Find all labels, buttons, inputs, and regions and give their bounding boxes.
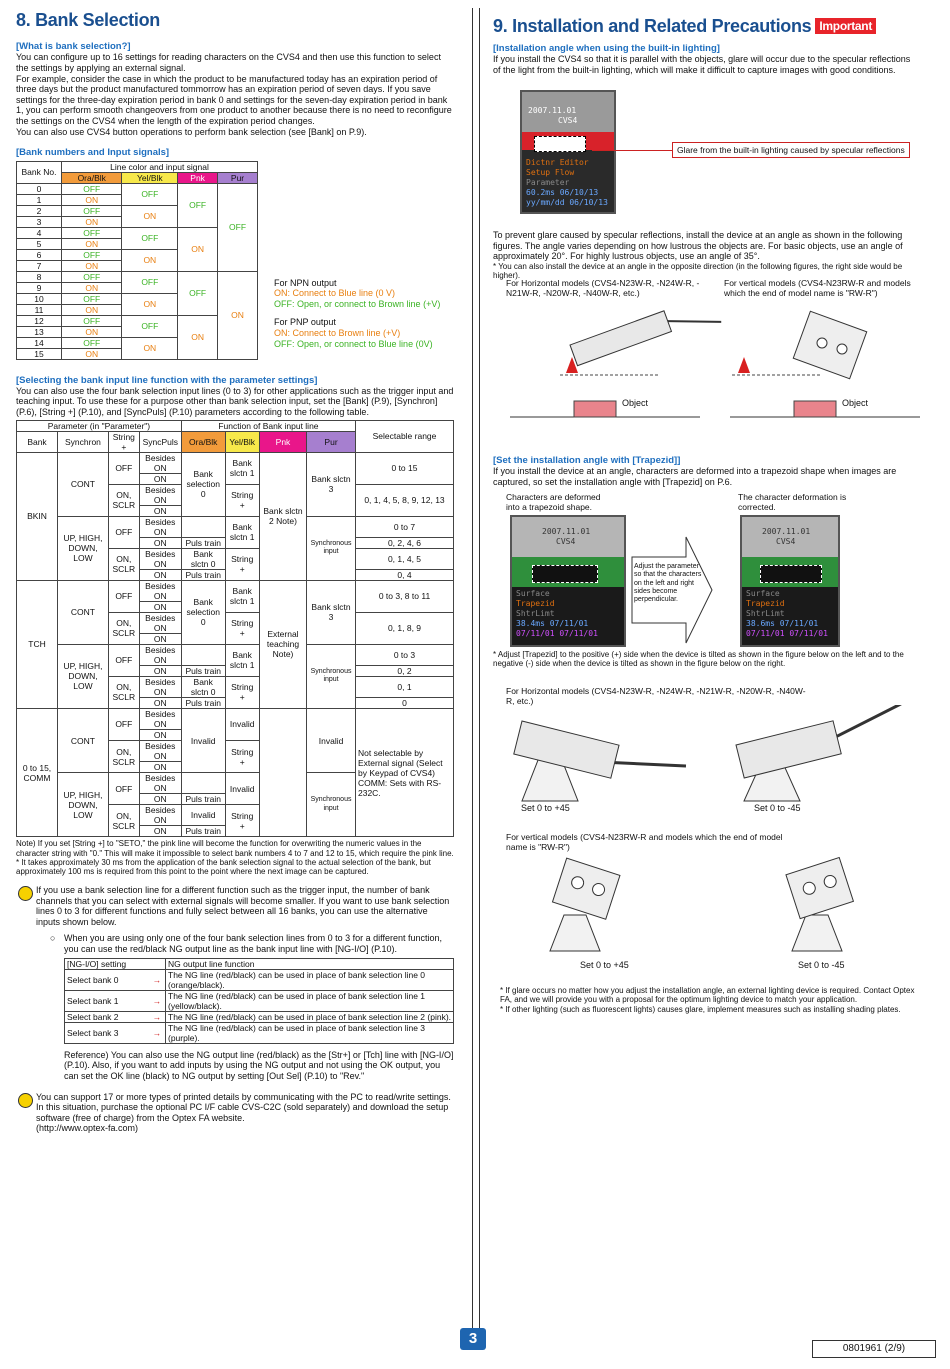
lcd1-menu-1: Dictnr Editor	[526, 158, 589, 167]
ng-function-0: The NG line (red/black) can be used in place of bank selection line 0 (orange/black).	[166, 969, 454, 990]
lcd2-dates: 07/11/01 07/11/01	[516, 629, 598, 638]
adjust-text: Adjust the parameter so that the characters on the left and right sides become perpendicular.	[634, 563, 702, 603]
circle-bullet-icon: ○	[50, 933, 56, 944]
reference-text: Reference) You can also use the NG output line (red/black) as the [Str+] or [Tch] line with [NG-I/O] (P.10). Also, if you want to add inputs by using the NG output and not using the OK output, you can set the OK line (black) to NG output by setting [Out Sel] (P.10) to "Rev."	[64, 1049, 454, 1081]
bank-number: 0	[17, 183, 62, 194]
line-state: OFF	[122, 315, 178, 337]
ora-state: OFF	[62, 293, 122, 304]
bank-no-header: Bank No.	[17, 161, 62, 183]
ng-h1: [NG-I/O] setting	[65, 958, 166, 969]
lcd3-shtrlimt: ShtrLimt	[746, 609, 785, 618]
ora-state: OFF	[62, 249, 122, 260]
param-header: Parameter (in "Parameter")	[17, 420, 182, 431]
object-box	[794, 401, 836, 417]
document-number: 0801961 (2/9)	[812, 1340, 936, 1358]
lcd1-date-fmt: yy/mm/dd 06/10/13	[526, 198, 608, 207]
line-color-header: Line color and input signal	[62, 161, 258, 172]
bank-row	[17, 183, 258, 194]
col-pur: Pur	[307, 431, 356, 452]
prevent-block	[493, 230, 913, 281]
set-negative-1: Set 0 to -45	[754, 803, 801, 813]
set-positive-1: Set 0 to +45	[521, 803, 570, 813]
vertical-device	[793, 311, 866, 379]
line-state: ON	[178, 315, 218, 359]
foot-notes	[500, 986, 920, 1014]
col-ora: Ora/Blk	[181, 431, 225, 452]
page-number: 3	[460, 1328, 486, 1350]
bank-number: 9	[17, 282, 62, 293]
pnp-heading: For PNP output	[274, 317, 336, 328]
line-state: OFF	[218, 183, 258, 271]
note-2: * It takes approximately 30 ms from the application of the bank selection signal to the actual selection of the bank, but approximately 100 ms is required from this point to the point where the next image can be captured.	[16, 858, 431, 877]
lcd-screen-glare	[520, 90, 616, 214]
what-text: You can configure up to 16 settings for reading characters on the CVS4 and then use this function to select the settings by applying an external signal.	[16, 52, 441, 74]
lcd2-shtrlimt: ShtrLimt	[516, 609, 555, 618]
glare-spot	[534, 136, 586, 152]
set-negative-2: Set 0 to -45	[798, 960, 845, 970]
line-state: OFF	[122, 271, 178, 293]
tip-1b-text: When you are using only one of the four bank selection lines from 0 to 3 for a different function, you can use the red/black NG output line as the bank input line with [NG-I/O] (P.10).	[64, 933, 443, 954]
bank-number: 4	[17, 227, 62, 238]
npn-heading: For NPN output	[274, 277, 337, 288]
what-heading: [What is bank selection?]	[16, 41, 131, 53]
object-box	[574, 401, 616, 417]
corrected-label: The character deformation is corrected.	[738, 492, 847, 513]
pnp-off: OFF: Open, or connect to Blue line (0V)	[274, 338, 433, 349]
line-state: ON	[122, 293, 178, 315]
object-label-1: Object	[622, 398, 649, 408]
horizontal-device	[570, 311, 671, 366]
lcd1-time: 60.2ms 06/10/13	[526, 188, 599, 197]
bank-number-table	[16, 161, 258, 360]
trapezid-block	[493, 455, 913, 487]
lcd3-trapezid: Trapezid	[746, 599, 785, 608]
ora-state: OFF	[62, 271, 122, 282]
vertical-device	[552, 858, 619, 919]
npn-pnp-legend	[274, 278, 454, 350]
horiz-heading: For Horizontal models (CVS4-N23W-R, -N24W-R, -N21W-R, -N20W-R, -N40W-R, etc.)	[506, 278, 700, 299]
line-state: ON	[178, 227, 218, 271]
arrow-right-icon: →	[149, 990, 166, 1011]
col-synchron: Synchron	[58, 431, 109, 452]
tip-1b	[16, 933, 454, 954]
bank-number: 6	[17, 249, 62, 260]
ng-setting-0: Select bank 0	[65, 969, 150, 990]
color-pnk: Pnk	[178, 172, 218, 183]
angle-heading: [Installation angle when using the built-in lighting]	[493, 43, 720, 55]
line-state: ON	[122, 205, 178, 227]
bank-number: 3	[17, 216, 62, 227]
vert-heading-2: For vertical models (CVS4-N23RW-R and models which the end of model name is "RW-R")	[506, 832, 783, 853]
ora-state: OFF	[62, 337, 122, 348]
bank-number: 13	[17, 326, 62, 337]
vert-heading: For vertical models (CVS4-N23RW-R and models which the end of model name is "RW-R")	[724, 278, 911, 299]
ora-state: OFF	[62, 227, 122, 238]
param-heading: [Selecting the bank input line function with the parameter settings]	[16, 374, 318, 386]
website-url: (http://www.optex-fa.com)	[36, 1123, 139, 1134]
angle-text: If you install the CVS4 so that it is parallel with the objects, glare will occur due to the specular reflections of the light from the built-in lighting, which will make it difficult to capture images with good conditions.	[493, 54, 911, 76]
arrow-right-icon: →	[149, 1022, 166, 1043]
vertical-device	[786, 858, 853, 919]
object-label-2: Object	[842, 398, 869, 408]
corrected-frame	[760, 565, 822, 583]
pnp-on: ON: Connect to Brown line (+V)	[274, 327, 401, 338]
col-string: String +	[108, 431, 139, 452]
color-ora: Ora/Blk	[62, 172, 122, 183]
line-state: OFF	[122, 227, 178, 249]
section-bank-selection	[16, 10, 454, 1134]
line-state: OFF	[122, 183, 178, 205]
ng-h2: NG output line function	[166, 958, 454, 969]
prevent-text: To prevent glare caused by specular reflections, install the device at an angle as shown in the following figures. The angle varies depending on how lustrous the objects are. For basic objects, use an angle of approximately 20°. For highly lustrous objects, use an angle of 35°.	[493, 230, 903, 262]
lcd1-menu-3: Parameter	[526, 178, 570, 187]
bank-row	[17, 271, 258, 282]
ora-state: OFF	[62, 183, 122, 194]
bank-number: 12	[17, 315, 62, 326]
ng-io-table	[64, 958, 454, 1044]
bank-number: 11	[17, 304, 62, 315]
deformed-label: Characters are deformed into a trapezoid shape.	[506, 492, 601, 513]
section-9-title: 9. Installation and Related Precautions	[493, 16, 812, 36]
important-badge: Important	[815, 18, 876, 34]
foot-note-2: * If other lighting (such as fluorescent lights) causes glare, implement measures such as installing shading plates.	[500, 1004, 901, 1014]
arrow-right-icon: →	[149, 969, 166, 990]
ng-setting-3: Select bank 3	[65, 1022, 150, 1043]
lcd3-dates: 07/11/01 07/11/01	[746, 629, 828, 638]
vertical-tilt-diagram	[500, 855, 920, 955]
line-state: ON	[122, 249, 178, 271]
horizontal-device	[736, 721, 841, 778]
section-8-title: 8. Bank Selection	[16, 10, 160, 30]
lcd2-date: 2007.11.01	[542, 527, 591, 536]
note-1: Note) If you set [String +] to "SETO," the pink line will become the function for overwriting the numeric values in the character string with "0." This will make it impossible to select bank numbers 4 to 7 and 12 to 15, which require the pink line.	[16, 839, 454, 858]
arrow-right-icon: →	[149, 1011, 166, 1022]
col-pnk: Pnk	[259, 431, 306, 452]
lcd2-trapezid: Trapezid	[516, 599, 555, 608]
lcd-screen-deformed	[510, 515, 626, 647]
lcd-screen-corrected	[740, 515, 840, 647]
line-state: OFF	[178, 271, 218, 315]
foot-note-1: * If glare occurs no matter how you adjust the installation angle, an external lighting device is required. Contact Optex FA, and we will provide you with a proposal for the optimum lighting device to match your application.	[500, 986, 915, 1005]
column-divider	[472, 8, 480, 1328]
ng-function-3: The NG line (red/black) can be used in place of bank selection line 3 (purple).	[166, 1022, 454, 1043]
ora-state: ON	[62, 348, 122, 359]
bank-number: 5	[17, 238, 62, 249]
tip-1	[16, 885, 454, 927]
col-bank: Bank	[17, 431, 58, 452]
horiz-heading-2: For Horizontal models (CVS4-N23W-R, -N24W-R, -N21W-R, -N20W-R, -N40W-R, etc.)	[506, 686, 806, 707]
lcd1-date: 2007.11.01	[528, 106, 577, 115]
trapezid-text: If you install the device at an angle, characters are deformed into a trapezoid shape when images are captured, so set the installation angle with [Trapezid] on P.6.	[493, 466, 897, 487]
color-pur: Pur	[218, 172, 258, 183]
tip-2-text: You can support 17 or more types of printed details by communicating with the PC to read/write settings. In this situation, purchase the optional PC I/F cable CVS-C2C (sold separately) and download the setup software (free of charge) from the Optex FA website.	[36, 1091, 451, 1123]
what-text-3: You can also use CVS4 button operations to perform bank selection (see [Bank] on P.9).	[16, 126, 367, 137]
lcd3-date: 2007.11.01	[762, 527, 811, 536]
ora-state: ON	[62, 238, 122, 249]
tip-2	[16, 1092, 454, 1134]
lightbulb-icon	[18, 1093, 33, 1108]
adjust-note: * Adjust [Trapezid] to the positive (+) side when the device is tilted as shown in the figure below on the left and to the negative (-) side when the device is tilted as shown in the figure below on the right.	[493, 650, 904, 669]
line-state: ON	[122, 337, 178, 359]
bank-numbers-heading: [Bank numbers and Input signals]	[16, 147, 170, 159]
horizontal-tilt-diagram	[500, 705, 920, 805]
bank-number: 1	[17, 194, 62, 205]
bank-number: 7	[17, 260, 62, 271]
tip-1-text: If you use a bank selection line for a different function such as the trigger input, the number of bank channels that you can select with external signals will become smaller. If you want to use bank selection lines 0 to 3 for different functions and fully select between all 16 banks, you can use the alternative inputs shown below.	[36, 884, 450, 927]
ora-state: OFF	[62, 315, 122, 326]
angle-arrow-icon	[738, 357, 750, 373]
set-positive-2: Set 0 to +45	[580, 960, 629, 970]
ora-state: ON	[62, 260, 122, 271]
trapezid-heading: [Set the installation angle with [Trapezid]]	[493, 455, 681, 466]
ora-state: ON	[62, 282, 122, 293]
color-yel: Yel/Blk	[122, 172, 178, 183]
col-syncpuls: SyncPuls	[139, 431, 181, 452]
glare-callout: Glare from the built-in lighting caused by specular reflections	[672, 142, 910, 158]
what-text-2: For example, consider the case in which the product to be manufactured today has an expiration period of three days but the product manufactured tommorrow has an expiration period of seven days. If you save settings for the three-day expiration period in bank 0 and settings for the seven-day expiration period in bank 1, you can perform smooth changeovers from one product to another because there is no need to reconfigure the settings on the CVS4 when the length of the expiration period changes.	[16, 73, 452, 127]
ora-state: ON	[62, 194, 122, 205]
lcd2-surface: Surface	[516, 589, 550, 598]
bank-number: 15	[17, 348, 62, 359]
ng-function-1: The NG line (red/black) can be used in place of bank selection line 1 (yellow/black).	[166, 990, 454, 1011]
lcd3-cvs: CVS4	[776, 537, 796, 546]
ora-state: ON	[62, 304, 122, 315]
lcd3-time: 38.6ms 07/11/01	[746, 619, 819, 628]
lcd1-menu-2: Setup Flow	[526, 168, 575, 177]
npn-off: OFF: Open, or connect to Brown line (+V)	[274, 298, 441, 309]
ng-setting-1: Select bank 1	[65, 990, 150, 1011]
trapezoid-frame	[532, 565, 598, 583]
bank-number: 14	[17, 337, 62, 348]
ng-setting-2: Select bank 2	[65, 1011, 150, 1022]
npn-on: ON: Connect to Blue line (0 V)	[274, 288, 396, 299]
param-text: You can also use the four bank selection input lines (0 to 3) for other applications such as the trigger input and teaching input. To use these for a purpose other than bank selection input, set the [Bank] (P.9), [Synchron] (P.6), [String +] (P.10), and [SyncPuls] (P.10) parameters according to the following table.	[16, 385, 454, 417]
ora-state: ON	[62, 326, 122, 337]
col-yel: Yel/Blk	[225, 431, 259, 452]
bank-number: 10	[17, 293, 62, 304]
horizontal-device	[514, 721, 619, 778]
lcd1-cvs: CVS4	[558, 116, 578, 125]
prevent-note: * You can also install the device at an angle in the opposite direction (in the following figures, the right side would be higher).	[493, 261, 903, 281]
parameter-table: Parameter (in "Parameter") Function of Bank input line Selectable range Bank Synchron String + SyncPuls Ora/Blk Yel/Blk Pnk Pur BKIN CONT OFF Besides ON Bank selection 0 Bank slctn 1 Bank slctn 2 Note) Bank slctn 3 0 to 15 ON ON, SCLR Besides ON String + 0, 1, 4, 5, 8, 9, 12, 13 ON UP, HIGH, DOWN, LOW OFF Besides ON Bank slctn 1 Synchronous input 0 to 7 ON Puls train 0, 2, 4, 6 ON, SCLR Besides ON Bank slctn 0 String + 0, 1, 4, 5 ON Puls train 0, 4 TCH CONT OFF Besides ON Bank selection 0 Bank slctn 1 External teaching Note) Bank slctn 3 0 to 3, 8 to 11 ON ON, SCLR Besides ON String + 0, 1, 8, 9 ON UP, HIGH, DOWN, LOW OFF Besides ON Bank slctn 1 Synchronous input 0 to 3 ON Puls train 0, 2 ON, SCLR Besides ON Bank slctn 0 String + 0, 1 ON Puls train 0 0 to 15, COMM CONT OFF Besides ON Invalid Invalid Invalid Not selectable by External signal (Select by Keypad of CVS4) COMM: Sets with RS-232C. ON ON, SCLR Besides ON String + ON UP, HIGH, DOWN, LOW OFF Besides ON Invalid Synchronous input ON Puls train ON, SCLR Besides ON Invalid String + ON Puls train	[16, 420, 454, 838]
lcd2-time: 38.4ms 07/11/01	[516, 619, 589, 628]
bank-number: 2	[17, 205, 62, 216]
func-header: Function of Bank input line	[181, 420, 355, 431]
ora-state: ON	[62, 216, 122, 227]
range-header: Selectable range	[355, 420, 453, 452]
ng-function-2: The NG line (red/black) can be used in place of bank selection line 2 (pink).	[166, 1011, 454, 1022]
bank-number: 8	[17, 271, 62, 282]
line-state: ON	[218, 271, 258, 359]
section-installation	[493, 16, 913, 76]
ora-state: OFF	[62, 205, 122, 216]
lcd2-cvs: CVS4	[556, 537, 576, 546]
line-state: OFF	[178, 183, 218, 227]
callout-line	[592, 150, 674, 151]
lightbulb-icon	[18, 886, 33, 901]
lcd3-surface: Surface	[746, 589, 780, 598]
